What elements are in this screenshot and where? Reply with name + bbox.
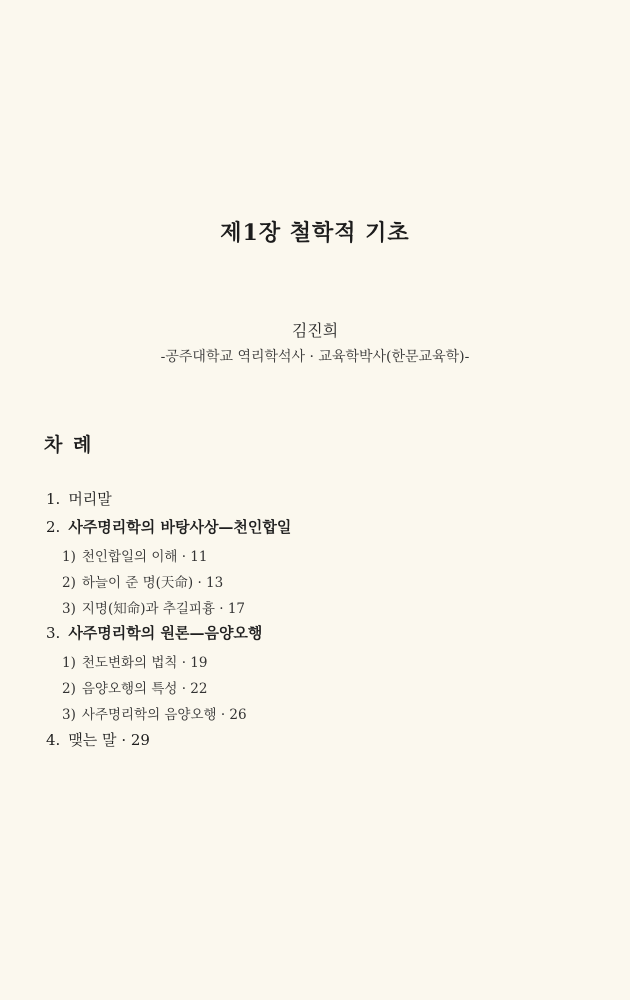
toc-item-label: 천인합일의 이해 · 11 [81, 549, 208, 565]
toc-heading: 차 례 [44, 434, 94, 456]
toc-item-label: 하늘이 준 명(天命) · 13 [81, 575, 224, 591]
toc-item-4 [46, 729, 150, 750]
toc-item-label: 음양오행의 특성 · 22 [81, 681, 208, 697]
chapter-title: 제1장 철학적 기초 [220, 220, 410, 246]
toc-item-number: 2. [46, 518, 61, 536]
toc-item-label: 사주명리학의 바탕사상—천인합일 [68, 518, 292, 536]
toc-item-number: 3) [62, 601, 76, 617]
toc-subitem-2-2 [62, 571, 223, 591]
toc-item-1 [46, 488, 112, 509]
toc-item-label: 지명(知命)과 추길피흉 · 17 [81, 601, 246, 617]
toc-item-2 [46, 516, 291, 537]
toc-item-number: 1) [62, 655, 76, 671]
author-affiliation: -공주대학교 역리학석사 · 교육학박사(한문교육학)- [160, 349, 470, 365]
toc-item-label: 머리말 [68, 490, 112, 508]
author-name: 김진희 [291, 321, 339, 340]
toc-subitem-3-1 [62, 651, 208, 671]
toc-item-label: 맺는 말 · 29 [68, 731, 150, 749]
toc-item-number: 1. [46, 490, 61, 508]
toc-item-3 [46, 622, 262, 643]
toc-subitem-2-3 [62, 597, 245, 617]
toc-item-number: 4. [46, 731, 61, 749]
toc-item-number: 2) [62, 681, 76, 697]
toc-item-number: 3. [46, 624, 61, 642]
toc-subitem-2-1 [62, 545, 208, 565]
toc-item-number: 1) [62, 549, 76, 565]
toc-item-label: 사주명리학의 원론—음양오행 [68, 624, 263, 642]
toc-subitem-3-3 [62, 703, 247, 723]
toc-item-number: 3) [62, 707, 76, 723]
toc-item-label: 사주명리학의 음양오행 · 26 [81, 707, 247, 723]
toc-item-label: 천도변화의 법칙 · 19 [81, 655, 208, 671]
toc-item-number: 2) [62, 575, 76, 591]
toc-subitem-3-2 [62, 677, 208, 697]
